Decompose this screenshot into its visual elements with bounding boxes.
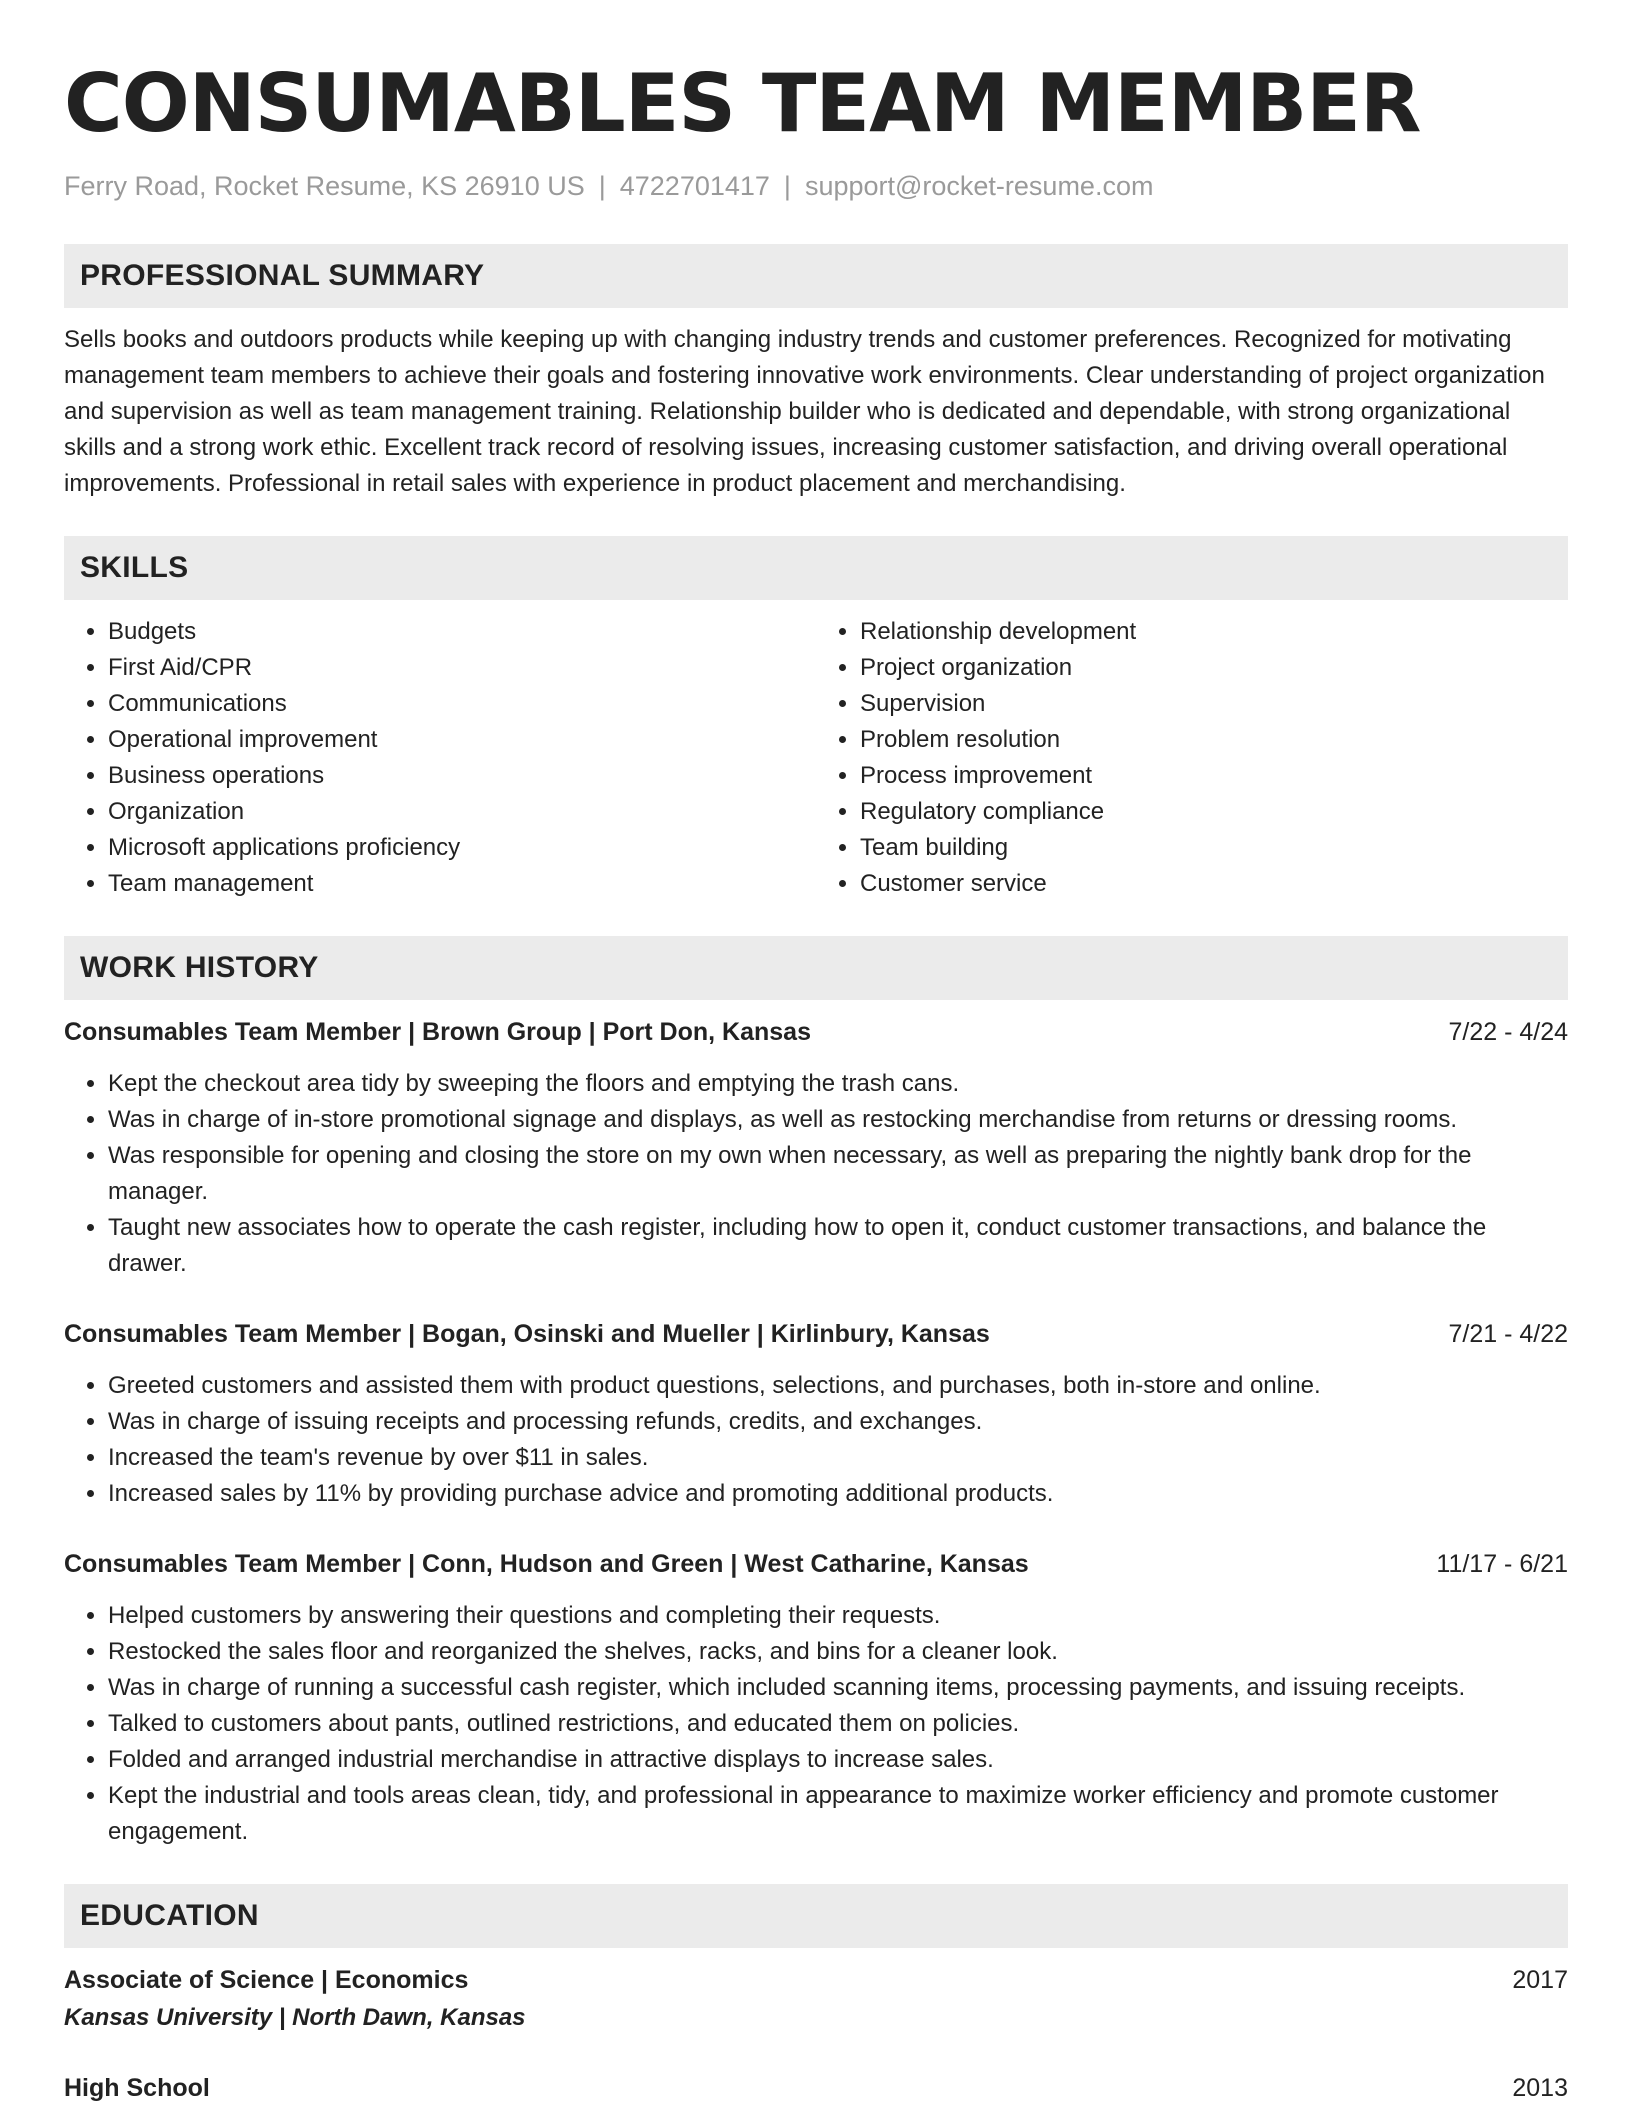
- skill-item: • Budgets: [108, 614, 816, 650]
- contact-separator: |: [783, 171, 791, 201]
- education-degree: Associate of Science | Economics: [64, 1966, 469, 1994]
- contact-line: [64, 168, 1568, 204]
- education-year: 2013: [1512, 2074, 1568, 2102]
- resume-name: CONSUMABLES TEAM MEMBER: [64, 57, 1421, 150]
- contact-phone: 4722701417: [619, 171, 770, 201]
- job-bullet: • Taught new associates how to operate the cash register, including how to open it, conduct customer transactions, and balance the drawer.: [108, 1210, 1568, 1282]
- skills-column-left: [64, 614, 816, 902]
- section-header-work-history: WORK HISTORY: [64, 936, 1568, 1000]
- job-bullet: • Talked to customers about pants, outlined restrictions, and educated them on policies.: [108, 1706, 1568, 1742]
- job-bullets: [64, 1066, 1568, 1282]
- job-header: [64, 1316, 1568, 1352]
- education-entry: [64, 1962, 1568, 2036]
- education-degree: High School: [64, 2074, 210, 2102]
- education-school: Kansas University | North Dawn, Kansas: [64, 2004, 526, 2031]
- job-bullet: • Helped customers by answering their questions and completing their requests.: [108, 1598, 1568, 1634]
- skill-item: • Microsoft applications proficiency: [108, 830, 816, 866]
- job-dates: 11/17 - 6/21: [1436, 1550, 1568, 1578]
- job-entry: [64, 1546, 1568, 1850]
- job-bullet: • Was in charge of issuing receipts and processing refunds, credits, and exchanges.: [108, 1404, 1568, 1440]
- job-entry: [64, 1316, 1568, 1512]
- education-header: [64, 1962, 1568, 1998]
- job-header: [64, 1546, 1568, 1582]
- education-header: [64, 2070, 1568, 2106]
- skill-item: • Organization: [108, 794, 816, 830]
- skill-item: • Operational improvement: [108, 722, 816, 758]
- contact-address: Ferry Road, Rocket Resume, KS 26910 US: [64, 171, 585, 201]
- job-bullet: • Increased sales by 11% by providing purchase advice and promoting additional products.: [108, 1476, 1568, 1512]
- education-year: 2017: [1512, 1966, 1568, 1994]
- skill-item: • Team building: [860, 830, 1568, 866]
- job-bullet: • Greeted customers and assisted them with product questions, selections, and purchases, both in-store and online.: [108, 1368, 1568, 1404]
- skill-item: • First Aid/CPR: [108, 650, 816, 686]
- skill-item: • Process improvement: [860, 758, 1568, 794]
- skill-item: • Customer service: [860, 866, 1568, 902]
- job-header: [64, 1014, 1568, 1050]
- skill-item: • Regulatory compliance: [860, 794, 1568, 830]
- skill-item: • Supervision: [860, 686, 1568, 722]
- job-bullet: • Restocked the sales floor and reorganized the shelves, racks, and bins for a cleaner look.: [108, 1634, 1568, 1670]
- skill-item: • Team management: [108, 866, 816, 902]
- job-dates: 7/22 - 4/24: [1448, 1018, 1568, 1046]
- skills-column-right: [816, 614, 1568, 902]
- skill-item: • Project organization: [860, 650, 1568, 686]
- job-entry: [64, 1014, 1568, 1282]
- job-title: Consumables Team Member | Brown Group | Port Don, Kansas: [64, 1018, 811, 1046]
- job-bullet: • Was responsible for opening and closing the store on my own when necessary, as well as preparing the nightly bank drop for the manager.: [108, 1138, 1568, 1210]
- section-header-summary: PROFESSIONAL SUMMARY: [64, 244, 1568, 308]
- section-header-education: EDUCATION: [64, 1884, 1568, 1948]
- skill-item: • Communications: [108, 686, 816, 722]
- skill-item: • Business operations: [108, 758, 816, 794]
- contact-email: support@rocket-resume.com: [804, 171, 1154, 201]
- job-dates: 7/21 - 4/22: [1448, 1320, 1568, 1348]
- job-bullet: • Increased the team's revenue by over $11 in sales.: [108, 1440, 1568, 1476]
- job-title: Consumables Team Member | Conn, Hudson and Green | West Catharine, Kansas: [64, 1550, 1029, 1578]
- job-title: Consumables Team Member | Bogan, Osinski and Mueller | Kirlinbury, Kansas: [64, 1320, 990, 1348]
- section-header-skills: SKILLS: [64, 536, 1568, 600]
- skill-item: • Problem resolution: [860, 722, 1568, 758]
- job-bullets: [64, 1368, 1568, 1512]
- summary-text: Sells books and outdoors products while keeping up with changing industry trends and customer preferences. Recognized for motivating management team members to achieve their goals and fostering innovative work environments. Clear understanding of project organization and supervision as well as team management training. Relationship builder who is dedicated and dependable, with strong organizational skills and a strong work ethic. Excellent track record of resolving issues, increasing customer satisfaction, and driving overall operational improvements. Professional in retail sales with experience in product placement and merchandising.: [64, 326, 1545, 497]
- job-bullets: [64, 1598, 1568, 1850]
- job-bullet: • Was in charge of in-store promotional signage and displays, as well as restocking merchandise from returns or dressing rooms.: [108, 1102, 1568, 1138]
- job-bullet: • Kept the checkout area tidy by sweeping the floors and emptying the trash cans.: [108, 1066, 1568, 1102]
- job-bullet: • Kept the industrial and tools areas clean, tidy, and professional in appearance to maximize worker efficiency and promote customer engagement.: [108, 1778, 1568, 1850]
- contact-separator: |: [598, 171, 606, 201]
- job-bullet: • Was in charge of running a successful cash register, which included scanning items, processing payments, and issuing receipts.: [108, 1670, 1568, 1706]
- education-entry: [64, 2070, 1568, 2106]
- skills-list: [64, 614, 1568, 902]
- job-bullet: • Folded and arranged industrial merchandise in attractive displays to increase sales.: [108, 1742, 1568, 1778]
- skill-item: • Relationship development: [860, 614, 1568, 650]
